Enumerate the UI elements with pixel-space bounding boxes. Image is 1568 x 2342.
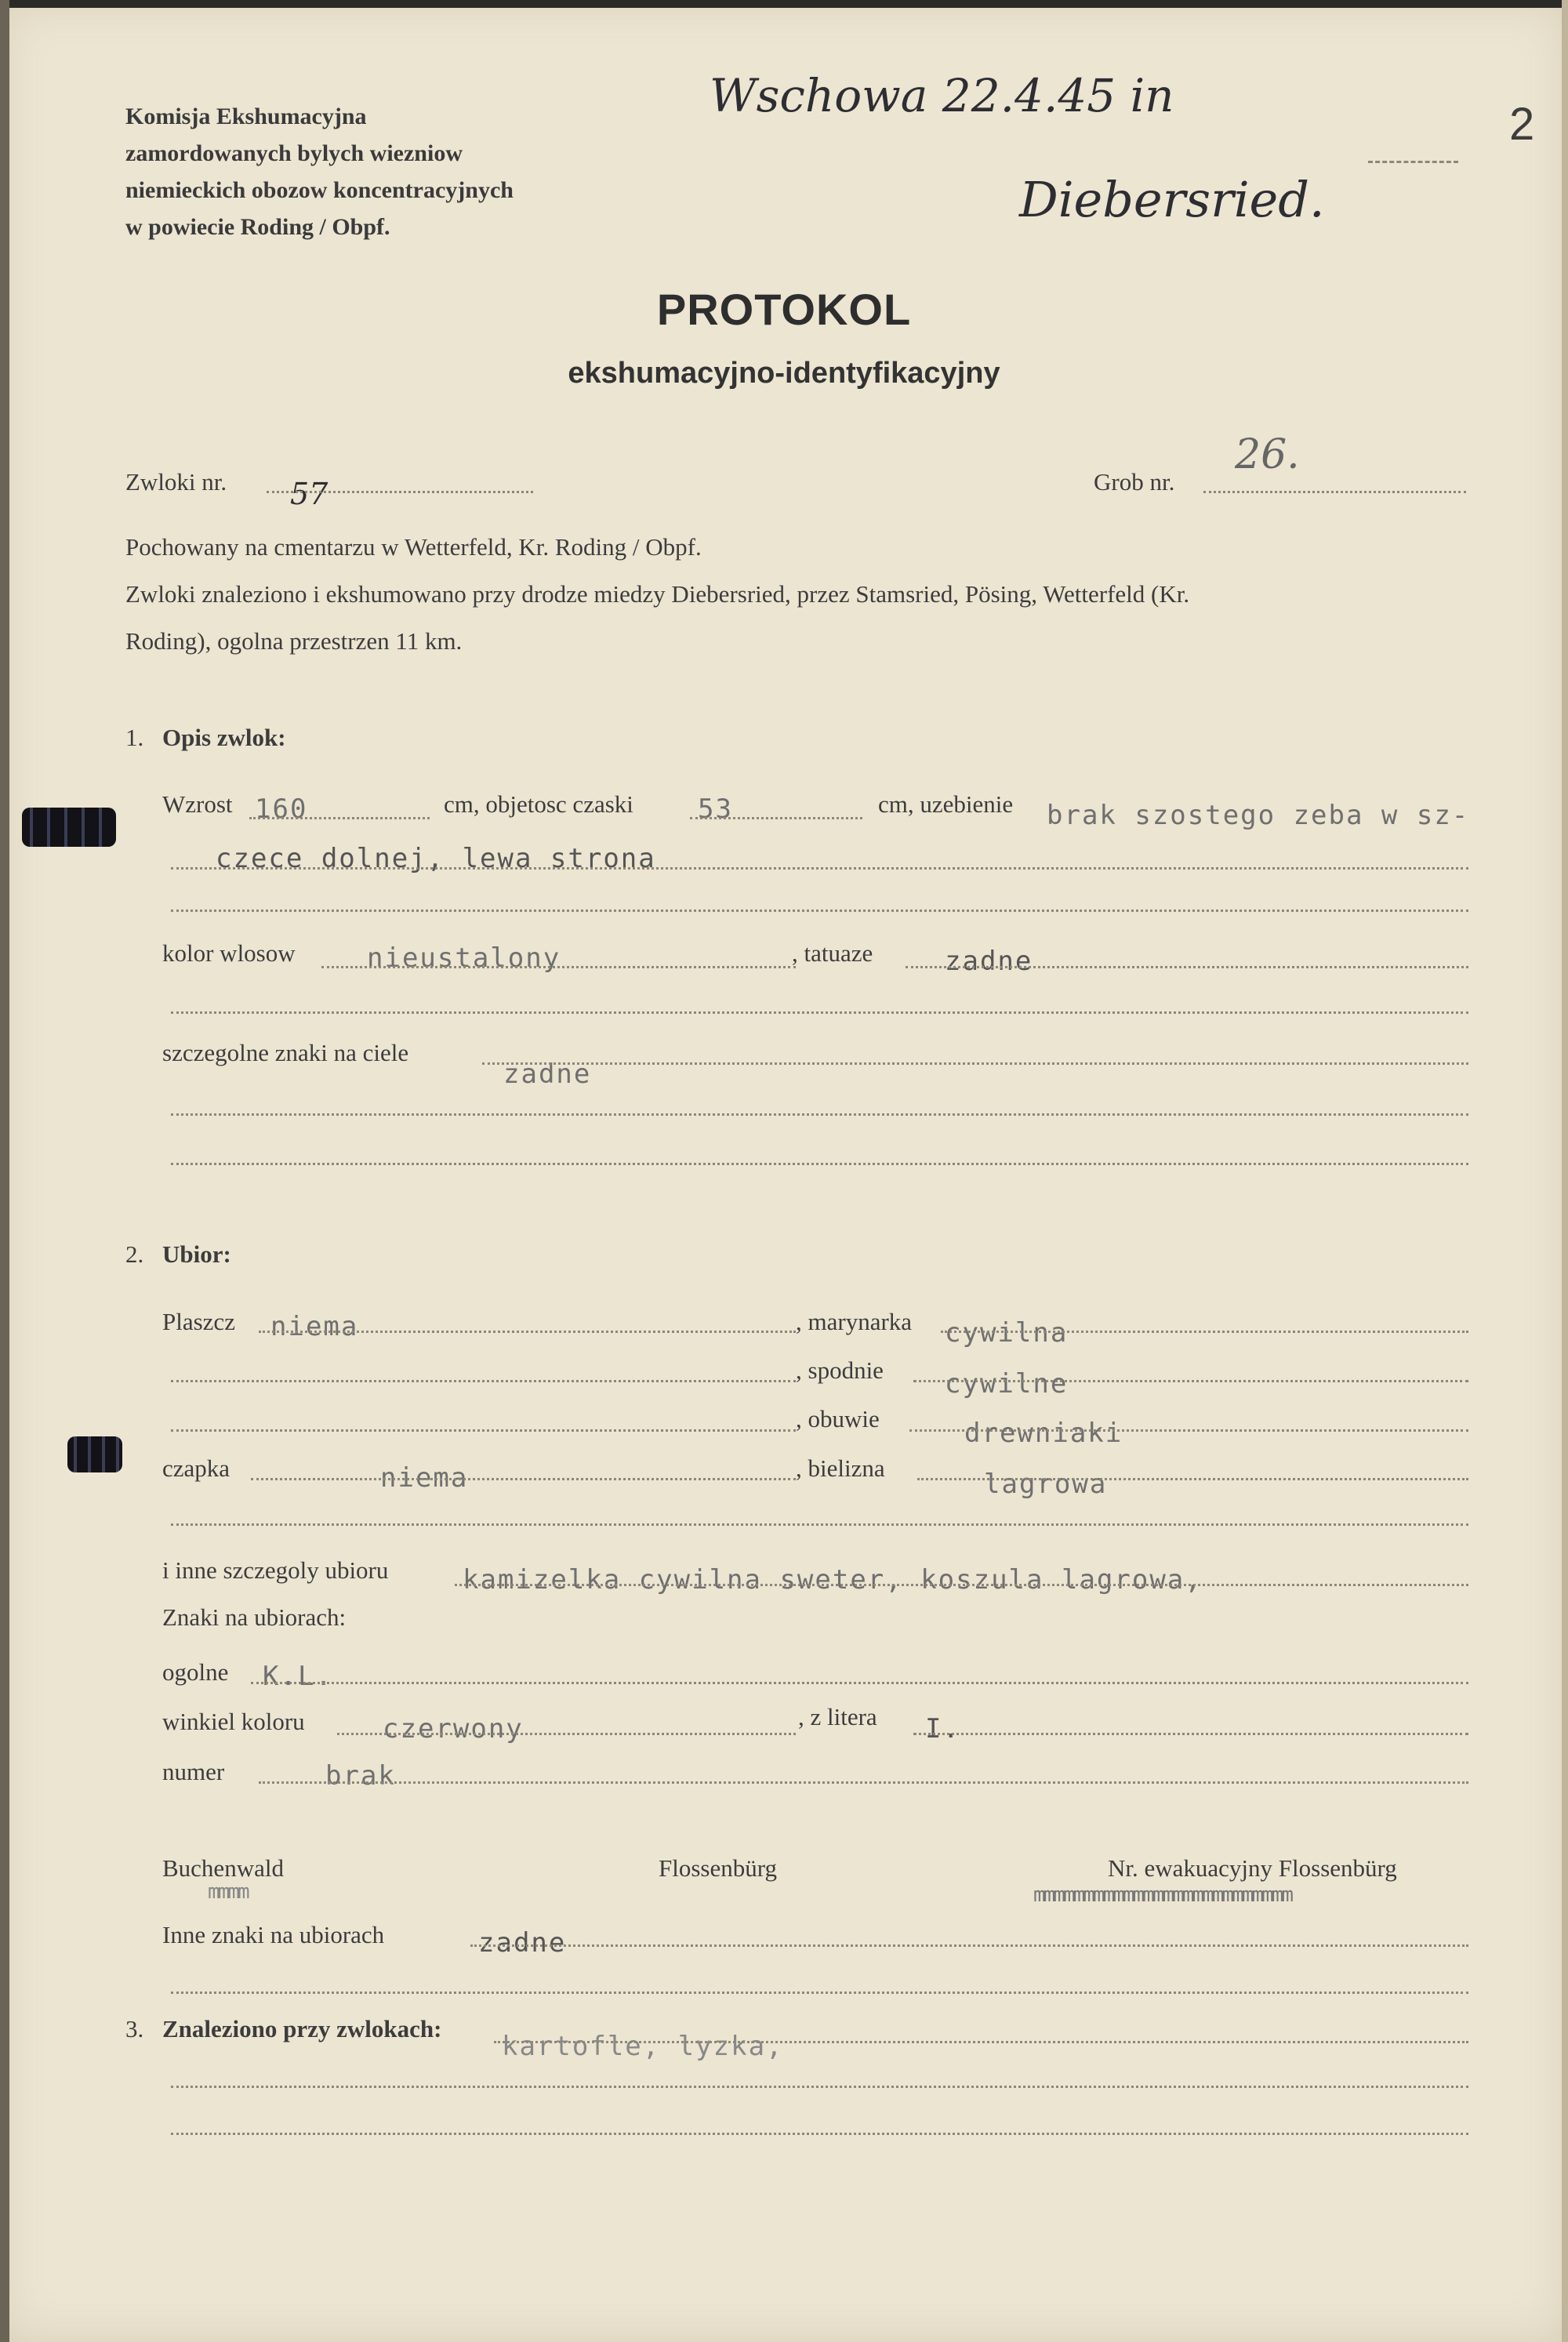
page-subtitle: ekshumacyjno-identyfikacyjny: [568, 357, 1000, 390]
grob-value: 26.: [1235, 431, 1300, 478]
litera-value: I.: [925, 1713, 960, 1745]
buried-text: Pochowany na cmentarzu w Wetterfeld, Kr. Roding / Obpf.: [125, 533, 702, 561]
plaszcz-value: niema: [270, 1311, 359, 1342]
znaki-ubiorach-label: Znaki na ubiorach:: [162, 1603, 347, 1631]
winkiel-line: [337, 1733, 796, 1735]
section3-value: kartofle, lyzka,: [502, 2031, 784, 2062]
section1-number: 1.: [125, 724, 144, 751]
inne-znaki-value: zadne: [478, 1927, 567, 1959]
marynarka-value: cywilna: [945, 1317, 1069, 1349]
buchenwald-label: Buchenwald: [162, 1854, 284, 1882]
tatuaze-value: zadne: [945, 946, 1033, 977]
handwritten-place: Diebersried.: [1019, 171, 1325, 228]
czapka-line: [251, 1478, 796, 1480]
znaki-ciele-value: zadne: [503, 1058, 592, 1090]
kolor-label: kolor wlosow: [162, 939, 296, 967]
ubior-line-2: [171, 1380, 796, 1382]
scan-edge-top: [0, 0, 1568, 8]
ogolne-label: ogolne: [162, 1658, 229, 1686]
zwloki-label: Zwloki nr.: [125, 468, 227, 496]
kolor-line: [321, 966, 796, 968]
commission-header: [125, 98, 514, 245]
litera-line: [913, 1733, 1468, 1735]
czapka-value: niema: [380, 1462, 469, 1494]
flossenburg-label: Flossenbürg: [659, 1854, 778, 1882]
found-text-line1: Zwloki znaleziono i ekshumowano przy drodze miedzy Diebersried, przez Stamsried, Pösing, Wetterfeld (Kr.: [125, 580, 1190, 608]
page-number: 2: [1509, 99, 1535, 150]
obuwie-label: , obuwie: [796, 1405, 880, 1432]
wzrost-label: Wzrost: [162, 790, 233, 818]
znaki-line-2: [171, 1113, 1468, 1116]
grob-label: Grob nr.: [1094, 468, 1175, 496]
numer-label: numer: [162, 1758, 225, 1785]
tatuaze-line: [906, 966, 1468, 968]
plaszcz-label: Plaszcz: [162, 1308, 235, 1335]
inne-znaki-label: Inne znaki na ubiorach: [162, 1921, 385, 1948]
winkiel-value: czerwony: [383, 1713, 524, 1745]
spodnie-label: , spodnie: [796, 1356, 884, 1384]
ubior-line-5: [171, 1523, 1468, 1526]
uzebienie-line-2: [171, 867, 1468, 870]
numer-value: brak: [325, 1760, 396, 1792]
wzrost-value: 160: [255, 793, 308, 825]
handwritten-date: Wschowa 22.4.45 in: [710, 69, 1174, 122]
marynarka-label: , marynarka: [796, 1308, 913, 1335]
ogolne-line: [251, 1682, 1468, 1684]
header-dash: [1368, 161, 1458, 163]
cm-objetosc-label: cm, objetosc czaski: [444, 790, 633, 818]
section3-line-2: [171, 2086, 1468, 2088]
ogolne-value: K.L.: [263, 1661, 333, 1692]
kolor-value: nieustalony: [367, 942, 561, 974]
czaszka-value: 53: [698, 793, 733, 825]
commission-line-1: Komisja Ekshumacyjna: [125, 103, 367, 129]
commission-line-4: w powiecie Roding / Obpf.: [125, 214, 390, 240]
bielizna-label: , bielizna: [796, 1454, 885, 1482]
tatuaze-label: , tatuaze: [792, 939, 873, 967]
ewakuacyjny-label: Nr. ewakuacyjny Flossenbürg: [1108, 1854, 1397, 1882]
zwloki-line: [267, 491, 533, 493]
obuwie-value: drewniaki: [964, 1418, 1123, 1449]
bielizna-value: lagrowa: [984, 1469, 1108, 1500]
scan-edge-right: [1562, 0, 1568, 2342]
punch-hole-2: [67, 1436, 122, 1472]
section3-number: 3.: [125, 2015, 144, 2042]
spodnie-line: [913, 1380, 1468, 1382]
buchenwald-strike: mmmm: [208, 1880, 248, 1904]
uzebienie-value-cont: czece dolnej, lewa strona: [216, 843, 656, 874]
section3-line-3: [171, 2133, 1468, 2135]
section1-heading: Opis zwlok:: [162, 724, 286, 751]
uzebienie-line-3: [171, 910, 1468, 912]
inne-szczegoly-value: kamizelka cywilna sweter, koszula lagrowa,: [463, 1564, 1203, 1596]
obuwie-line: [909, 1429, 1468, 1432]
bielizna-line: [917, 1478, 1468, 1480]
scan-edge-left: [0, 0, 9, 2342]
wzrost-line: [249, 817, 430, 819]
inne-znaki-line-2: [171, 1992, 1468, 1994]
winkiel-label: winkiel koloru: [162, 1708, 305, 1735]
ubior-line-3: [171, 1429, 796, 1432]
uzebienie-value: brak szostego zeba w sz-: [1047, 800, 1470, 831]
spodnie-value: cywilne: [945, 1368, 1069, 1400]
czapka-label: czapka: [162, 1454, 230, 1482]
znaki-ciele-label: szczegolne znaki na ciele: [162, 1039, 409, 1066]
section3-heading: Znaleziono przy zwlokach:: [162, 2015, 442, 2042]
inne-szczegoly-label: i inne szczegoly ubioru: [162, 1556, 389, 1584]
grob-line: [1203, 491, 1466, 493]
inne-szczegoly-line: [455, 1584, 1468, 1586]
section2-number: 2.: [125, 1240, 144, 1268]
cm-uzebienie-label: cm, uzebienie: [878, 790, 1014, 818]
commission-line-3: niemieckich obozow koncentracyjnych: [125, 177, 514, 203]
znaki-line-1: [482, 1062, 1468, 1065]
ewakuacyjny-strike: mmmmmmmmmmmmmmmmmmmmmmmmmm: [1033, 1883, 1291, 1907]
zwloki-value: 57: [290, 477, 328, 511]
numer-line: [259, 1781, 1468, 1784]
litera-label: , z litera: [798, 1703, 877, 1730]
found-text-line2: Roding), ogolna przestrzen 11 km.: [125, 627, 463, 655]
commission-line-2: zamordowanych bylych wiezniow: [125, 140, 463, 166]
section2-heading: Ubior:: [162, 1240, 231, 1268]
czaszka-line: [690, 817, 862, 819]
marynarka-line: [941, 1331, 1468, 1333]
inne-znaki-line: [470, 1944, 1468, 1947]
page-title: PROTOKOL: [656, 285, 912, 334]
section3-line-1: [494, 2041, 1468, 2043]
kolor-line-2: [171, 1011, 1468, 1014]
punch-hole-1: [22, 808, 116, 847]
znaki-line-3: [171, 1163, 1468, 1165]
plaszcz-line: [259, 1331, 796, 1333]
